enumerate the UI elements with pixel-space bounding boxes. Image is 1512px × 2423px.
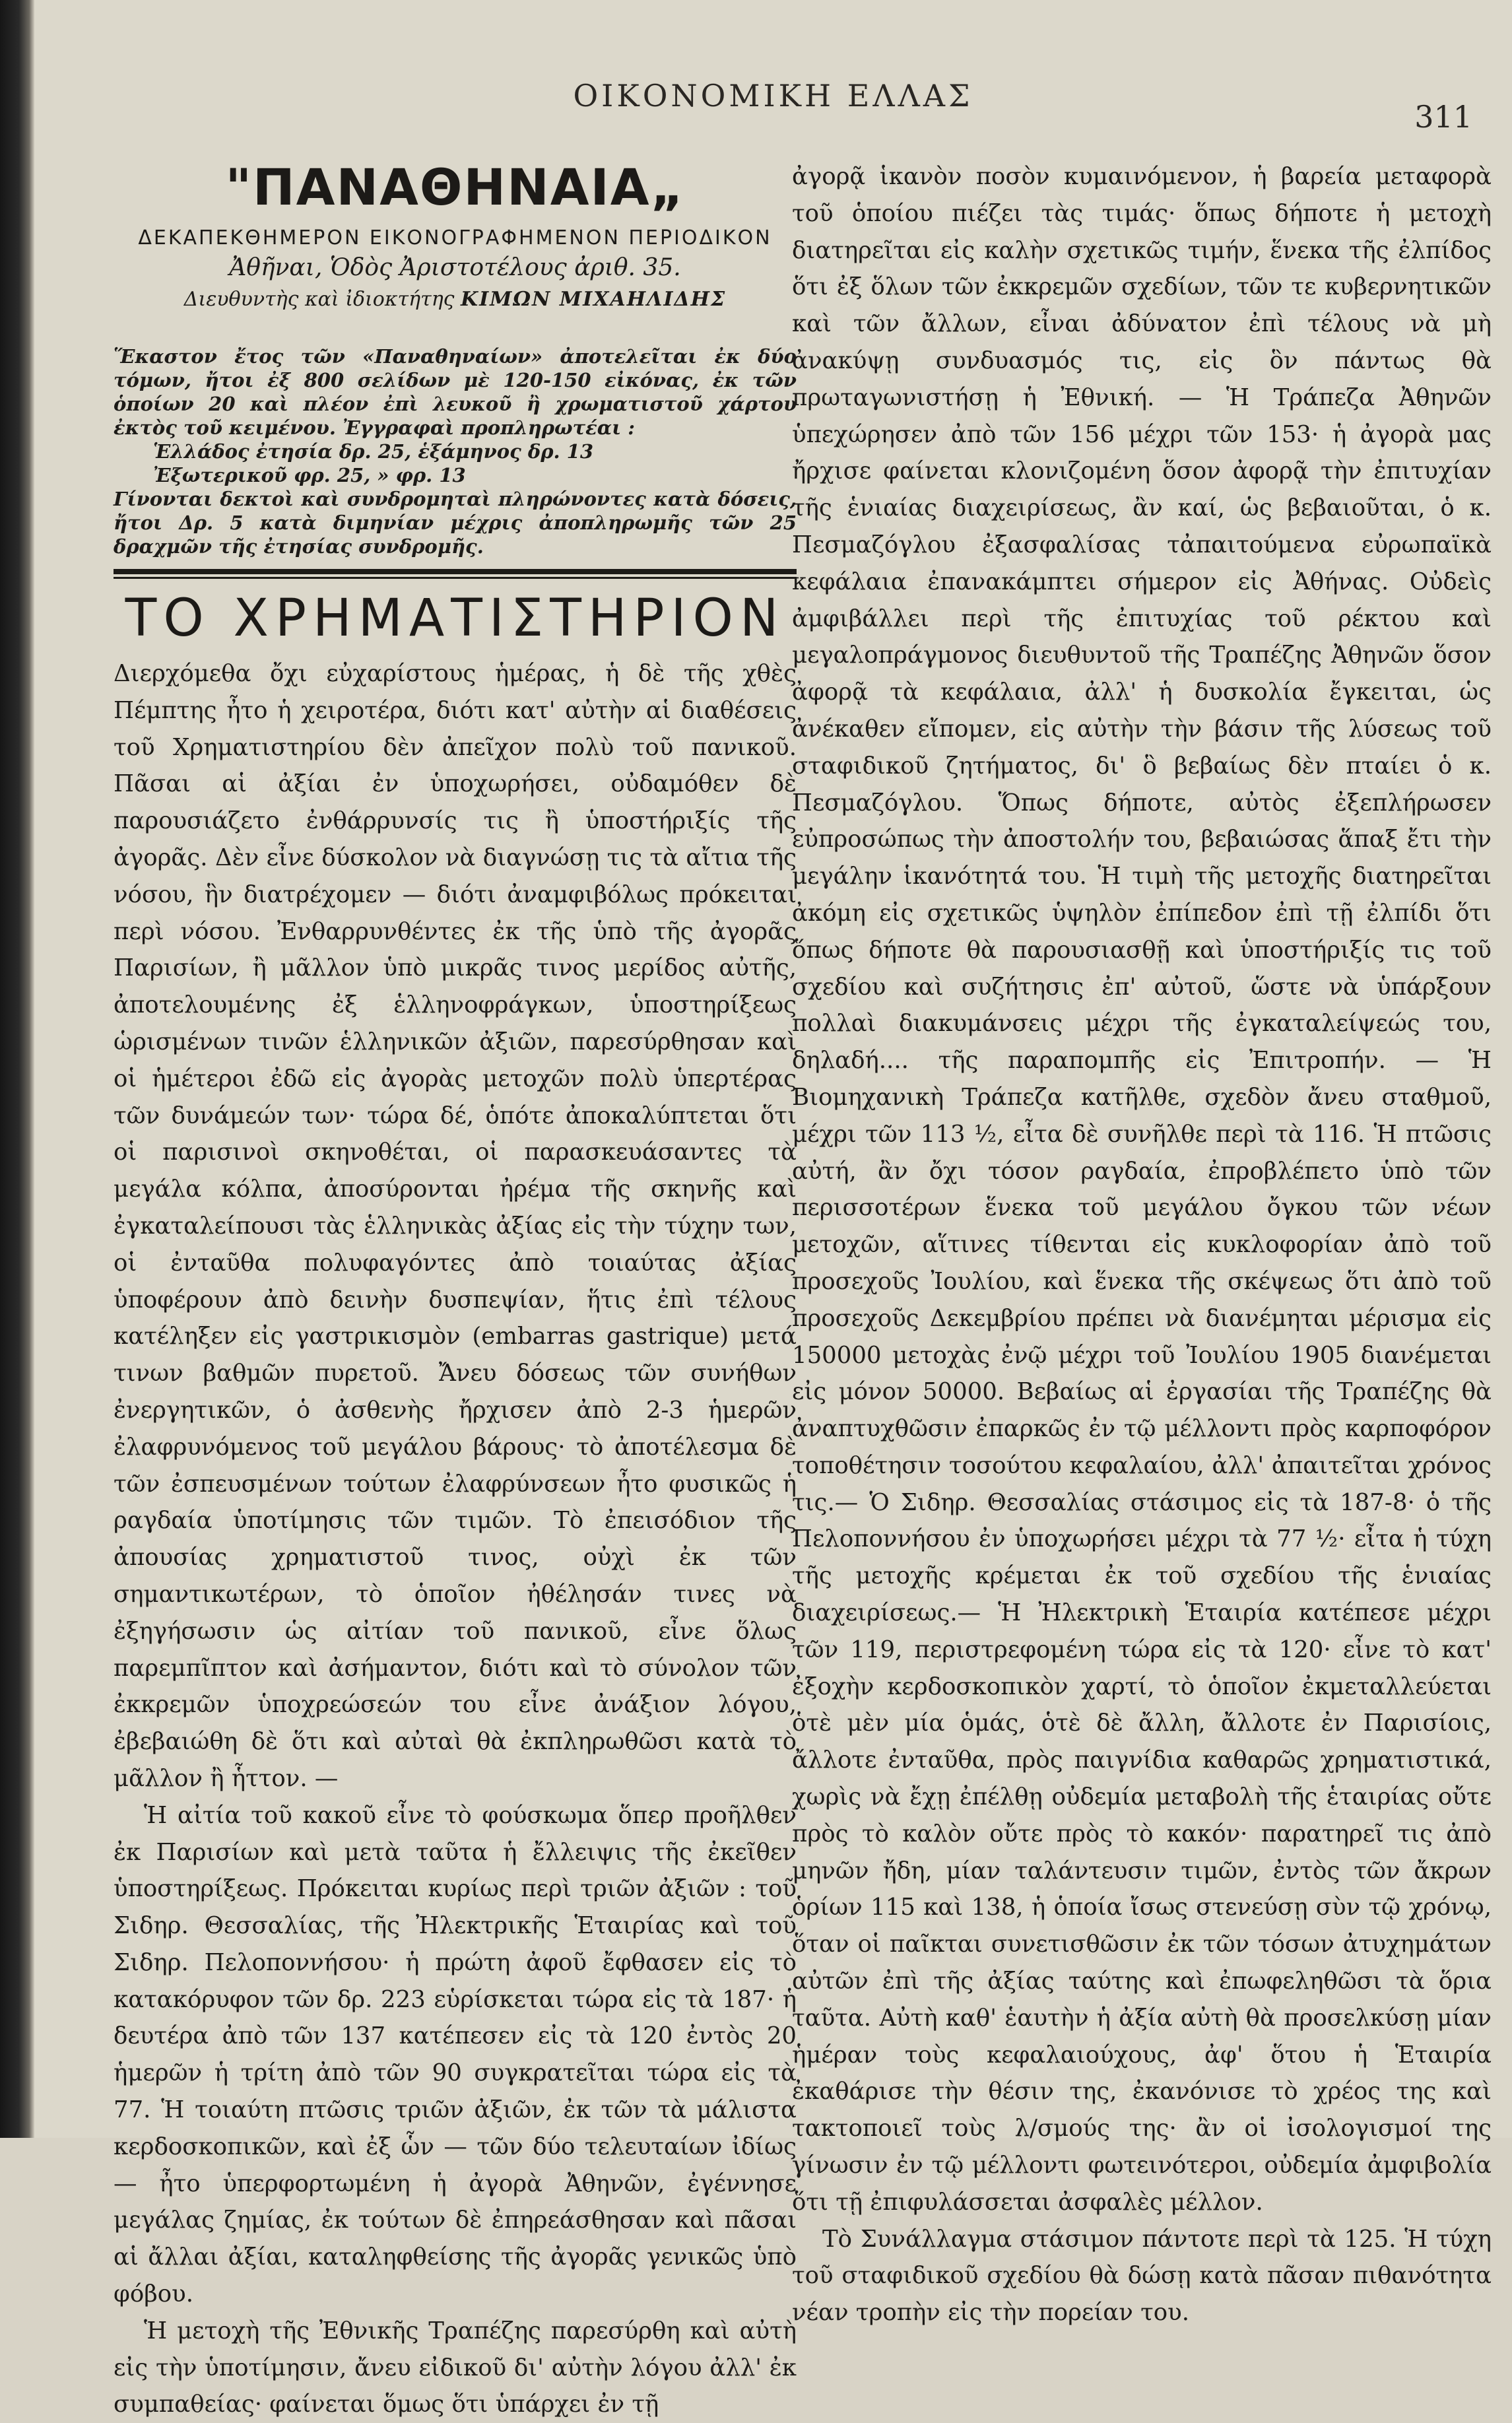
right-column	[792, 158, 1492, 2331]
book-binding-shadow	[0, 0, 34, 2138]
paragraph: Ἡ αἰτία τοῦ κακοῦ εἶνε τὸ φούσκωμα ὅπερ προῆλθεν ἐκ Παρισίων καὶ μετὰ ταῦτα ἡ ἔλλειψις τῆς ἐκεῖθεν ὑποστηρίξεως. Πρόκειται κυρίως περὶ τριῶν ἀξιῶν : τοῦ Σιδηρ. Θεσσαλίας, τῆς Ἠλεκτρικῆς Ἑταιρίας καὶ τοῦ Σιδηρ. Πελοποννήσου· ἡ πρώτη ἀφοῦ ἔφθασεν εἰς τὸ κατακόρυφον τῶν δρ. 223 εὑρίσκεται τώρα εἰς τὰ 187· ἡ δευτέρα ἀπὸ τῶν 137 κατέπεσεν εἰς τὰ 120 ἐντὸς 20 ἡμερῶν ἡ τρίτη ἀπὸ τῶν 90 συγκρατεῖται τώρα εἰς τὰ 77. Ἡ τοιαύτη πτῶσις τριῶν ἀξιῶν, ἐκ τῶν τὰ μάλιστα κερδοσκοπικῶν, καὶ ἐξ ὧν — τῶν δύο τελευταίων ἰδίως — ἦτο ὑπερφορτωμένη ἡ ἀγορὰ Ἀθηνῶν, ἐγέννησε μεγάλας ζημίας, ἐκ τούτων δὲ ἐπηρεάσθησαν καὶ πᾶσαι αἱ ἄλλαι ἀξίαι, καταληφθείσης τῆς ἀγορᾶς γενικῶς ὑπὸ φόβου.	[114, 1801, 797, 2308]
document-page	[34, 0, 1512, 2418]
section-divider	[114, 569, 797, 574]
subscription-notice	[114, 345, 797, 558]
section-title: ΤΟ ΧΡΗΜΑΤΙΣΤΗΡΙΟΝ	[125, 589, 785, 648]
paragraph: Τὸ Συνάλλαγμα στάσιμον πάντοτε περὶ τὰ 125. Ἡ τύχη τοῦ σταφιδικοῦ σχεδίου θὰ δώσῃ κατὰ πᾶσαν πιθανότητα νέαν τροπὴν εἰς τὴν πορείαν του.	[792, 2225, 1492, 2327]
director-label: Διευθυντὴς καὶ ἰδιοκτήτης	[183, 288, 455, 311]
notice-price-greece: Ἑλλάδος ἐτησία δρ. 25, ἑξάμηνος δρ. 13	[153, 440, 594, 463]
paragraph: Διερχόμεθα ὄχι εὐχαρίστους ἡμέρας, ἡ δὲ τῆς χθὲς Πέμπτης ἦτο ἡ χειροτέρα, διότι κατ' αὐτὴν αἱ διαθέσεις τοῦ Χρηματιστηρίου δὲν ἀπεῖχον πολὺ τοῦ πανικοῦ. Πᾶσαι αἱ ἀξίαι ἐν ὑποχωρήσει, οὐδαμόθεν δὲ παρουσιάζετο ἐνθάρρυνσίς τις ἢ ὑποστήριξίς τῆς ἀγορᾶς. Δὲν εἶνε δύσκολον νὰ διαγνώσῃ τις τὰ αἴτια τῆς νόσου, ἣν διατρέχομεν — διότι ἀναμφιβόλως πρόκειται περὶ νόσου. Ἐνθαρρυνθέντες ἐκ τῆς ὑπὸ τῆς ἀγορᾶς Παρισίων, ἢ μᾶλλον ὑπὸ μικρᾶς τινος μερίδος αὐτῆς, ἀποτελουμένης ἐξ ἑλληνοφράγκων, ὑποστηρίξεως ὡρισμένων τινῶν ἑλληνικῶν ἀξιῶν, παρεσύρθησαν καὶ οἱ ἡμέτεροι ἐδῶ εἰς ἀγορὰς μετοχῶν πολὺ ὑπερτέρας τῶν δυνάμεών των· τώρα δέ, ὁπότε ἀποκαλύπτεται ὅτι οἱ παρισινοὶ σκηνοθέται, οἱ παρασκευάσαντες τὰ μεγάλα κόλπα, ἀποσύρονται ἠρέμα τῆς σκηνῆς καὶ ἐγκαταλείπουσι τὰς ἑλληνικὰς ἀξίας εἰς τὴν τύχην των, οἱ ἐνταῦθα πολυφαγόντες ἀπὸ τοιαύτας ἀξίας ὑποφέρουν ἀπὸ δεινὴν δυσπεψίαν, ἥτις ἐπὶ τέλους κατέληξεν εἰς γαστρικισμὸν (embarras gastrique) μετά τινων βαθμῶν πυρετοῦ. Ἄνευ δόσεως τῶν συνήθων ἐνεργητικῶν, ὁ ἀσθενὴς ἤρχισεν ἀπὸ 2-3 ἡμερῶν ἐλαφρυνόμενος τοῦ μεγάλου βάρους· τὸ ἀποτέλεσμα δὲ τῶν ἐσπευσμένων τούτων ἐλαφρύνσεων ἦτο φυσικῶς ἡ ραγδαία ὑποτίμησις τῶν τιμῶν. Τὸ ἐπεισόδιον τῆς ἀπουσίας χρηματιστοῦ τινος, οὐχὶ ἐκ τῶν σημαντικωτέρων, τὸ ὁποῖον ἠθέλησάν τινες νὰ ἐξηγήσωσιν ὡς αἰτίαν τοῦ πανικοῦ, εἶνε ὅλως παρεμπῖπτον καὶ ἀσήμαντον, διότι καὶ τὸ σύνολον τῶν ἐκκρεμῶν ὑποχρεώσεών του εἶνε ἀνάξιον λόγου, ἐβεβαιώθη δὲ ὅτι καὶ αὐταὶ θὰ ἐκπληρωθῶσι κατὰ τὸ μᾶλλον ἢ ἧττον. —	[114, 660, 797, 1792]
masthead-address: Ἀθῆναι, Ὁδὸς Ἀριστοτέλους ἀριθ. 35.	[229, 254, 681, 281]
masthead-subtitle: ΔΕΚΑΠΕΚΘΗΜΕΡΟΝ ΕΙΚΟΝΟΓΡΑΦΗΜΕΝΟΝ ΠΕΡΙΟΔΙΚΟΝ	[138, 226, 772, 249]
director-name: ΚΙΜΩΝ ΜΙΧΑΗΛΙΔΗΣ	[461, 288, 727, 311]
paragraph: ἀγορᾷ ἱκανὸν ποσὸν κυμαινόμενον, ἡ βαρεία μεταφορὰ τοῦ ὁποίου πιέζει τὰς τιμάς· ὅπως δήποτε ἡ μετοχὴ διατηρεῖται εἰς καλὴν σχετικῶς τιμήν, ἕνεκα τῆς ἐλπίδος ὅτι ἐξ ὅλων τῶν ἐκκρεμῶν σχεδίων, τῶν τε κυβερνητικῶν καὶ τῶν ἄλλων, εἶναι ἀδύνατον ἐπὶ τέλους νὰ μὴ ἀνακύψῃ συνδυασμός τις, εἰς ὃν πάντως θὰ πρωταγωνιστήσῃ ἡ Ἐθνική. — Ἡ Τράπεζα Ἀθηνῶν ὑπεχώρησεν ἀπὸ τῶν 156 μέχρι τῶν 153· ἡ ἀγορὰ μας ἤρχισε φαίνεται κλονιζομένη ὅσον ἀφορᾷ τὴν ἐπιτυχίαν τῆς ἑνιαίας διαχειρίσεως, ἂν καί, ὡς βεβαιοῦται, ὁ κ. Πεσμαζόγλου ἐξασφαλίσας τἀπαιτούμενα εὐρωπαϊκὰ κεφάλαια ἐπανακάμπτει σήμερον εἰς Ἀθήνας. Οὐδεὶς ἀμφιβάλλει περὶ τῆς ἐπιτυχίας τοῦ ρέκτου καὶ μεγαλοπράγμονος διευθυντοῦ τῆς Τραπέζης Ἀθηνῶν ὅσον ἀφορᾷ τὰ κεφάλαια, ἀλλ' ἡ δυσκολία ἔγκειται, ὡς ἀνέκαθεν εἴπομεν, εἰς αὐτὴν τὴν βάσιν τῆς λύσεως τοῦ σταφιδικοῦ ζητήματος, δι' ὃ βεβαίως δὲν πταίει ὁ κ. Πεσμαζόγλου. Ὅπως δήποτε, αὐτὸς ἐξεπλήρωσεν εὐπροσώπως τὴν ἀποστολήν του, βεβαιώσας ἅπαξ ἔτι τὴν μεγάλην ἱκανότητά του. Ἡ τιμὴ τῆς μετοχῆς διατηρεῖται ἀκόμη εἰς σχετικῶς ὑψηλὸν ἐπίπεδον ἐπὶ τῇ ἐλπίδι ὅτι ὅπως δήποτε θὰ παρουσιασθῇ καὶ ὑποστήριξίς τις τοῦ σχεδίου καὶ συζήτησις ἐπ' αὐτοῦ, ὥστε νὰ ὑπάρξουν πολλαὶ διακυμάνσεις μέχρι τῆς ἐγκαταλείψεώς του, δηλαδή.... τῆς παραπομπῆς εἰς Ἐπιτροπήν. — Ἡ Βιομηχανικὴ Τράπεζα κατῆλθε, σχεδὸν ἄνευ σταθμοῦ, μέχρι τῶν 113 ½, εἶτα δὲ συνῆλθε περὶ τὰ 116. Ἡ πτῶσις αὐτή, ἂν ὄχι τόσον ραγδαία, ἐπροβλέπετο ὑπὸ τῶν περισσοτέρων ἕνεκα τοῦ μεγάλου ὄγκου τῶν νέων μετοχῶν, αἵτινες τίθενται εἰς κυκλοφορίαν ἀπὸ τοῦ προσεχοῦς Ἰουλίου, καὶ ἕνεκα τῆς σκέψεως ὅτι ἀπὸ τοῦ προσεχοῦς Δεκεμβρίου πρέπει νὰ διανέμηται μέρισμα εἰς 150000 μετοχὰς ἐνῷ μέχρι τοῦ Ἰουλίου 1905 διανέμεται εἰς μόνον 50000. Βεβαίως αἱ ἐργασίαι τῆς Τραπέζης θὰ ἀναπτυχθῶσιν ἐπαρκῶς ἐν τῷ μέλλοντι πρὸς καρποφόρον τοποθέτησιν τοσούτου κεφαλαίου, ἀλλ' ἀπαιτεῖται χρόνος τις.— Ὁ Σιδηρ. Θεσσαλίας στάσιμος εἰς τὰ 187-8· ὁ τῆς Πελοποννήσου ἐν ὑποχωρήσει μέχρι τὰ 77 ½· εἶτα ἡ τύχη τῆς μετοχῆς κρέμεται ἐκ τοῦ σχεδίου τῆς ἑνιαίας διαχειρίσεως.— Ἡ Ἠλεκτρικὴ Ἑταιρία κατέπεσε μέχρι τῶν 119, περιστρεφομένη τώρα εἰς τὰ 120· εἶνε τὸ κατ' ἐξοχὴν κερδοσκοπικὸν χαρτί, τὸ ὁποῖον ἐκμεταλλεύεται ὁτὲ μὲν μία ὁμάς, ὁτὲ δὲ ἄλλη, ἄλλοτε ἐν Παρισίοις, ἄλλοτε ἐνταῦθα, πρὸς παιγνίδια καθαρῶς χρηματιστικά, χωρὶς νὰ ἔχῃ ἐπέλθῃ οὐδεμία μεταβολὴ τῆς ἑταιρίας οὔτε πρὸς τὸ καλὸν οὔτε πρὸς τὸ κακόν· παρατηρεῖ τις ἀπὸ μηνῶν ἤδη, μίαν ταλάντευσιν τιμῶν, ἐντὸς τῶν ἄκρων ὁρίων 115 καὶ 138, ἡ ὁποία ἴσως στενεύσῃ σὺν τῷ χρόνῳ, ὅταν οἱ παῖκται συνετισθῶσιν ἐκ τῶν τόσων ἀτυχημάτων αὐτῶν ἐπὶ τῆς ἀξίας ταύτης καὶ ἐπωφεληθῶσι τὰ ὅρια ταῦτα. Αὐτὴ καθ' ἑαυτὴν ἡ ἀξία αὐτὴ θὰ προσελκύσῃ μίαν ἡμέραν τοὺς κεφαλαιούχους, ἀφ' ὅτου ἡ Ἑταιρία ἐκαθάρισε τὴν θέσιν της, ἐκανόνισε τὸ χρέος της καὶ τακτοποιεῖ τοὺς λ/σμούς της· ἂν οἱ ἰσολογισμοί της γίνωσιν ἐν τῷ μέλλοντι φωτεινότεροι, οὐδεμία ἀμφιβολία ὅτι τῇ ἐπιφυλάσσεται ἀσφαλὲς μέλλον.	[792, 163, 1492, 2216]
notice-installments: Γίνονται δεκτοὶ καὶ συνδρομηταὶ πληρώνοντες κατὰ δόσεις, ἤτοι Δρ. 5 κατὰ διμηνίαν μέχρις ἀποπληρωμῆς τῶν 25 δραχμῶν τῆς ἐτησίας συνδρομῆς.	[114, 488, 797, 558]
notice-price-abroad: Ἐξωτερικοῦ φρ. 25, » φρ. 13	[153, 464, 466, 486]
article-body-left	[114, 655, 797, 2423]
section-divider-thin	[114, 577, 797, 579]
masthead	[114, 158, 797, 314]
masthead-title: "ΠΑΝΑΘΗΝΑΙΑ„	[225, 158, 685, 216]
paragraph: Ἡ μετοχὴ τῆς Ἐθνικῆς Τραπέζης παρεσύρθη καὶ αὐτὴ εἰς τὴν ὑποτίμησιν, ἄνευ εἰδικοῦ δι' αὐτὴν λόγου ἀλλ' ἐκ συμπαθείας· φαίνεται ὅμως ὅτι ὑπάρχει ἐν τῇ	[114, 2317, 797, 2418]
page-number: 311	[1414, 99, 1472, 135]
notice-text: Ἕκαστον ἔτος τῶν «Παναθηναίων» ἀποτελεῖται ἐκ δύο τόμων, ἤτοι ἐξ 800 σελίδων μὲ 120-150 εἰκόνας, ἐκ τῶν ὁποίων 20 καὶ πλέον ἐπὶ λευκοῦ ἢ χρωματιστοῦ χάρτου ἐκτὸς τοῦ κειμένου. Ἐγγραφαὶ προπληρωτέαι :	[114, 345, 797, 439]
left-column	[114, 158, 797, 2423]
masthead-director	[114, 285, 797, 314]
article-body-right	[792, 158, 1492, 2331]
running-head: ΟΙΚΟΝΟΜΙΚΗ ΕΛΛΑΣ	[573, 78, 973, 114]
